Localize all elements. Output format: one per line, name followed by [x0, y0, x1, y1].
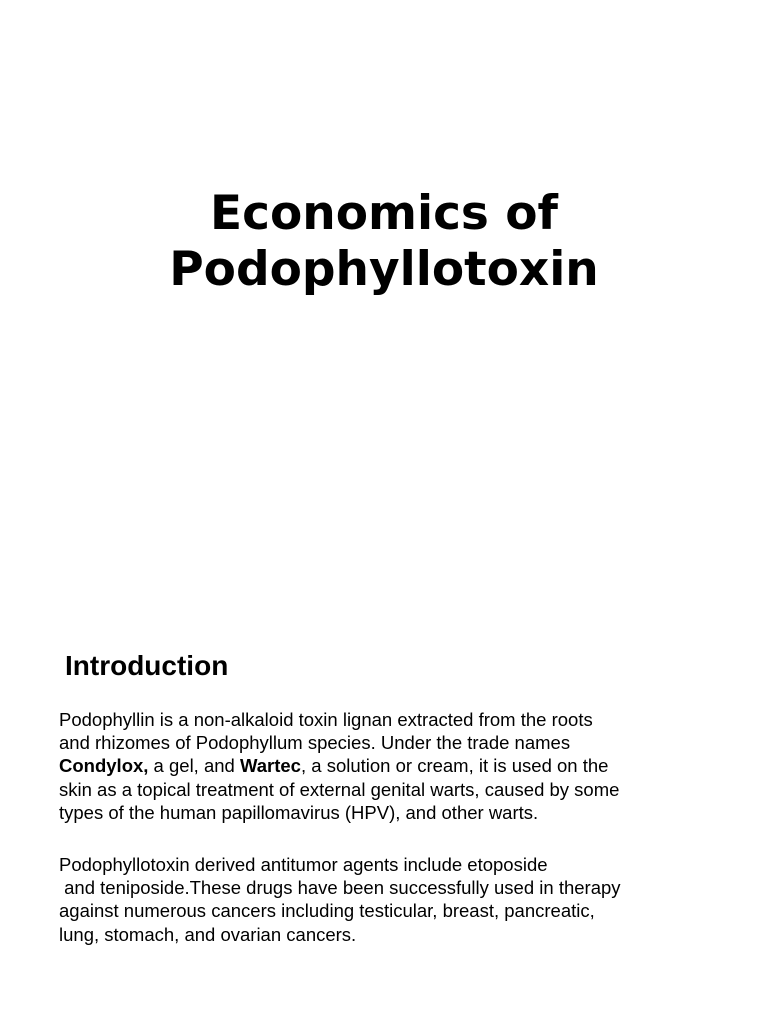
trade-name-condylox: Condylox,	[59, 755, 149, 777]
document-title	[0, 186, 768, 298]
paragraph-1-line-3-text-1: a gel, and	[148, 755, 240, 777]
title-line-1: Economics of	[209, 186, 559, 241]
introduction-heading: Introduction	[65, 650, 229, 681]
paragraph-2-line-2: and teniposide.These drugs have been successfully used in therapy	[59, 877, 621, 899]
paragraph-1-line-1: Podophyllin is a non-alkaloid toxin lignan extracted from the roots	[59, 709, 593, 730]
paragraph-1-line-5: types of the human papillomavirus (HPV), and other warts.	[59, 801, 539, 823]
introduction-paragraph-2	[59, 853, 659, 946]
title-line-2: Podophyllotoxin	[169, 242, 599, 297]
trade-name-wartec: Wartec	[239, 755, 301, 777]
paragraph-1-line-3	[59, 754, 659, 777]
paragraph-1-line-4: skin as a topical treatment of external genital warts, caused by some	[59, 778, 620, 800]
paragraph-2-line-3: against numerous cancers including testicular, breast, pancreatic,	[59, 900, 595, 922]
paragraph-1-line-3-text-2: , a solution or cream, it is used on the	[300, 755, 609, 777]
introduction-paragraph-1	[59, 708, 659, 824]
paragraph-2-line-1: Podophyllotoxin derived antitumor agents include etoposide	[59, 854, 548, 875]
paragraph-1-line-2: and rhizomes of Podophyllum species. Under the trade names	[59, 732, 571, 754]
paragraph-2-line-4: lung, stomach, and ovarian cancers.	[59, 923, 357, 945]
